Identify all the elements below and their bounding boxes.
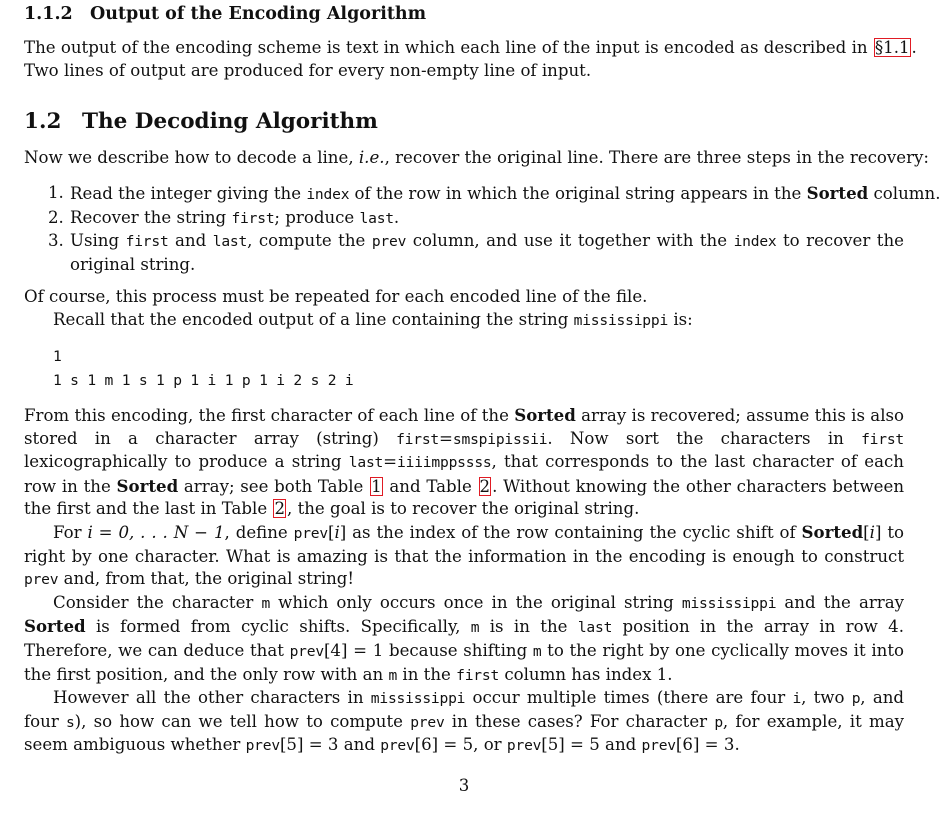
text-run: to recover the original string. xyxy=(70,231,904,274)
code-run: prev xyxy=(380,737,415,755)
code-run: index xyxy=(306,186,350,203)
math-run: [6] = 3 xyxy=(675,735,735,755)
text-run: From this encoding, the first character of each line of the xyxy=(24,406,515,425)
code-run: p xyxy=(851,690,861,708)
text-run: Sorted xyxy=(801,521,864,542)
code-run: prev xyxy=(371,233,407,251)
text-run: Two lines of output are produced for every non-empty line of input. xyxy=(24,60,592,80)
text-run: , two xyxy=(801,688,852,708)
text-run: Sorted xyxy=(806,183,869,203)
output-paragraph xyxy=(24,37,917,82)
code-run: mississippi xyxy=(681,594,777,612)
code-run: prev xyxy=(245,737,280,755)
text-run: Using xyxy=(70,231,126,251)
define-paragraph xyxy=(24,521,904,592)
code-run: last xyxy=(577,619,613,637)
text-run: in these cases? For character xyxy=(444,711,715,731)
code-run: m xyxy=(388,666,398,684)
code-run: i xyxy=(792,690,802,708)
code-run: iiiimppssss xyxy=(397,454,492,472)
code-run: mississippi xyxy=(370,690,466,708)
math-run: [5] = 3 xyxy=(279,735,339,755)
code-run: mississippi xyxy=(573,312,669,329)
math-run: [4] = 1 xyxy=(323,640,384,660)
text-run: and xyxy=(338,735,381,755)
subsection-number: 1.1.2 xyxy=(24,4,73,24)
text-run: However all the other characters in xyxy=(53,688,371,708)
text-run: , or xyxy=(473,735,507,755)
text-run: . Now sort the characters in xyxy=(547,428,862,448)
math-run: [5] = 5 xyxy=(541,735,600,755)
list-item xyxy=(48,182,940,207)
text-run: , recover the original line. There are three steps in the recovery: xyxy=(384,148,929,167)
code-run: prev xyxy=(641,737,676,755)
code-run: prev xyxy=(289,642,324,660)
code-run: prev xyxy=(506,737,542,755)
text-run: ] xyxy=(874,522,882,542)
list-item xyxy=(48,207,904,231)
text-run: . xyxy=(393,207,400,227)
code-run: first xyxy=(231,209,275,227)
section-heading xyxy=(24,108,378,136)
text-run: is: xyxy=(668,310,693,329)
text-run: to the right by one cyclically moves it into the first position, and the only row with an xyxy=(24,640,904,684)
code-block-line-2: 1 s 1 m 1 s 1 p 1 i 1 p 1 i 2 s 2 i xyxy=(53,372,354,389)
list-marker: 3. xyxy=(48,231,64,251)
text-run: and xyxy=(168,231,213,251)
text-run: Sorted xyxy=(514,405,576,425)
math-run: i = 0, . . . N − 1 xyxy=(87,522,225,542)
code-run: s xyxy=(66,713,75,731)
text-run: and xyxy=(599,735,642,755)
code-run: p xyxy=(714,713,723,731)
text-run: is formed from cyclic shifts. Specifically, xyxy=(85,617,471,637)
code-run: prev xyxy=(24,571,59,589)
recall-paragraph xyxy=(53,309,904,333)
code-run: m xyxy=(532,642,542,660)
table-ref-link[interactable]: 2 xyxy=(479,476,491,496)
text-run: array; see both Table xyxy=(178,476,370,496)
however-paragraph xyxy=(24,687,904,758)
text-run: [ xyxy=(863,522,870,542)
code-run: smspipissii xyxy=(452,430,548,448)
text-run: , that corresponds to the last character of each row in the xyxy=(24,452,904,496)
text-run: and, from that, the original string! xyxy=(58,569,355,589)
text-run: ; produce xyxy=(274,207,360,227)
text-run: , compute the xyxy=(247,231,372,251)
text-run: column. xyxy=(868,184,940,203)
list-marker: 1. xyxy=(48,183,64,202)
text-run: of the row in which the original string appears in the xyxy=(349,184,807,203)
text-run: [ xyxy=(327,522,335,542)
from-paragraph xyxy=(24,404,904,521)
code-run: last xyxy=(348,454,384,472)
course-paragraph: Of course, this process must be repeated for each encoded line of the file. xyxy=(24,287,648,306)
text-run: , and four xyxy=(24,688,905,731)
list-marker: 2. xyxy=(48,207,64,227)
text-run: Read the integer giving the xyxy=(70,184,307,203)
subsection-heading xyxy=(24,3,426,26)
text-run: array is recovered; assume this is also stored in a character array (string) xyxy=(24,406,905,448)
text-run: Now we describe how to decode a line, xyxy=(24,148,359,167)
section-ref-link[interactable]: §1.1 xyxy=(874,38,910,57)
page-number: 3 xyxy=(458,776,470,795)
text-run: which only occurs once in the original string xyxy=(270,592,682,612)
code-run: m xyxy=(261,594,271,612)
text-run: and Table xyxy=(383,476,478,496)
text-run: . xyxy=(911,38,917,57)
code-run: first xyxy=(125,233,169,251)
text-run: occur multiple times (there are four xyxy=(465,688,793,708)
code-run: prev xyxy=(410,713,445,731)
code-run: last xyxy=(212,233,248,251)
decoding-steps-list xyxy=(48,182,940,276)
text-run: Sorted xyxy=(24,616,86,637)
text-run: = xyxy=(439,428,453,448)
body-paragraphs xyxy=(24,404,904,758)
text-run: as the index of the row containing the cyclic shift of xyxy=(346,522,802,542)
text-run: and the array xyxy=(776,592,904,612)
math-run: i xyxy=(869,522,875,542)
text-run: , for example, it may seem ambiguous whether xyxy=(24,711,905,755)
text-run: ), so how can we tell how to compute xyxy=(74,711,411,731)
table-ref-link[interactable]: 2 xyxy=(274,499,286,519)
section-number: 1.2 xyxy=(24,109,62,134)
text-run: column has index 1. xyxy=(499,664,673,684)
code-run: index xyxy=(733,233,777,251)
code-run: first xyxy=(456,666,500,684)
list-item xyxy=(48,230,904,276)
text-run: column, and use it together with the xyxy=(406,231,734,251)
text-run: Consider the character xyxy=(53,592,262,612)
consider-paragraph xyxy=(24,592,904,687)
text-run: The output of the encoding scheme is text in which each line of the input is encoded as described in xyxy=(24,38,873,57)
subsection-title: Output of the Encoding Algorithm xyxy=(90,4,427,24)
code-run: first xyxy=(861,430,904,448)
text-run: to right by one character. What is amazing is that the information in the encoding is enough to construct xyxy=(24,522,905,566)
code-run: last xyxy=(359,209,394,227)
text-run: ] xyxy=(339,522,347,542)
text-run: For xyxy=(53,522,88,542)
text-run: in the xyxy=(397,664,457,684)
text-run: Recall that the encoded output of a line containing the string xyxy=(53,310,574,329)
table-ref-link[interactable]: 1 xyxy=(371,476,382,496)
text-run: lexicographically to produce a string xyxy=(24,452,349,472)
text-run: i.e. xyxy=(358,148,385,167)
math-run: [6] = 5 xyxy=(414,735,474,755)
code-run: m xyxy=(470,619,480,637)
code-run: prev xyxy=(293,524,328,542)
section-title: The Decoding Algorithm xyxy=(82,109,378,134)
text-run: Recover the string xyxy=(70,207,232,227)
text-run: . xyxy=(734,735,740,755)
math-run: i xyxy=(334,522,340,542)
code-run: first xyxy=(396,430,439,448)
text-run: . Without knowing the other characters between the first and the last in Table xyxy=(24,476,905,519)
text-run: because shifting xyxy=(383,640,533,660)
text-run: Sorted xyxy=(116,475,179,496)
text-run: , define xyxy=(224,522,294,542)
intro-paragraph xyxy=(24,147,929,170)
text-run: = xyxy=(383,452,398,472)
text-run: is in the xyxy=(479,617,578,637)
code-block-line-1: 1 xyxy=(53,348,62,365)
text-run: , the goal is to recover the original string. xyxy=(287,499,640,519)
text-run: position in the array in row 4. Therefore, we can deduce that xyxy=(24,617,904,660)
